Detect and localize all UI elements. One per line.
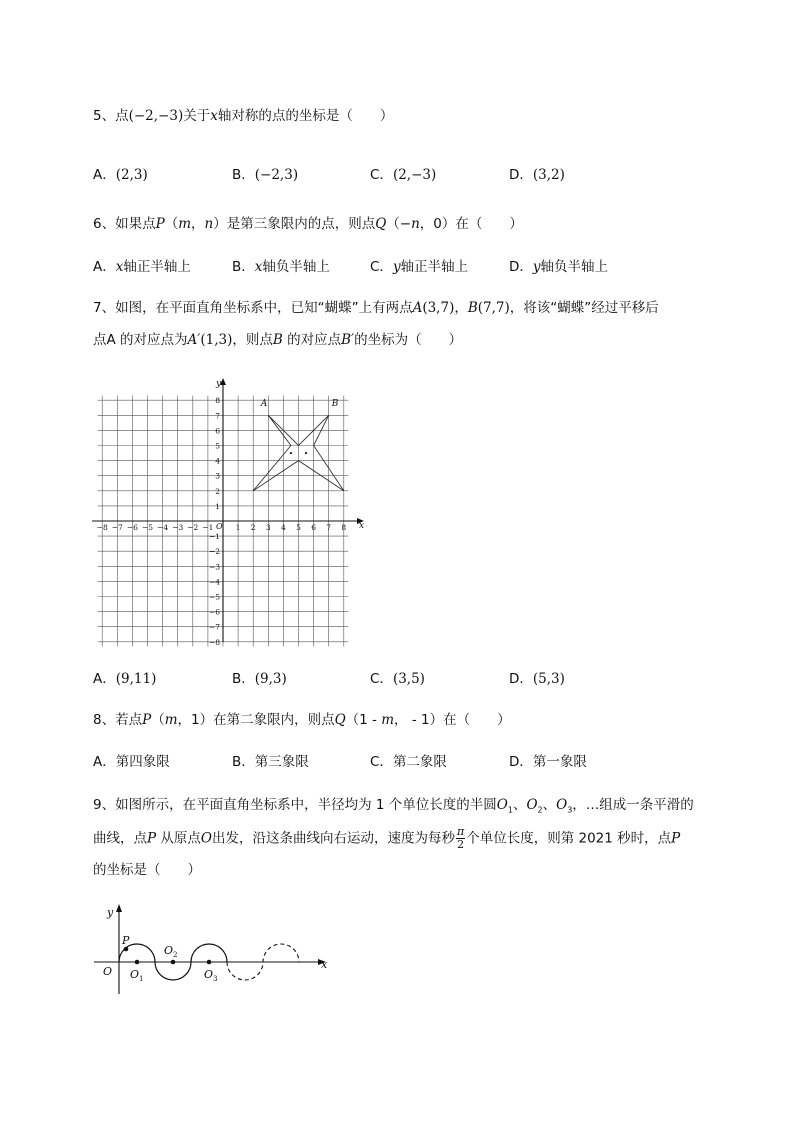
q7-axes [92, 378, 364, 642]
q9-o2-label: $O_2$ [164, 944, 178, 959]
q7-y-tick-label: 7 [215, 411, 220, 421]
pi-over-2-fraction: $\frac{\pi}{2}$ [456, 825, 465, 851]
q5-option-c[interactable]: C．(2,−3) [370, 167, 437, 183]
q7-y-tick-label: 1 [215, 501, 220, 511]
q7-y-tick-label: 8 [215, 396, 220, 406]
q7-x-tick-label: −2 [187, 523, 199, 532]
q7-x-tick-label: −5 [141, 523, 154, 532]
q9-o1-label: $O_1$ [130, 968, 144, 983]
q7-y-tick-label: −5 [208, 592, 220, 602]
q5-option-d[interactable]: D．(3,2) [509, 167, 565, 183]
q8-option-a[interactable]: A．第四象限 [93, 754, 170, 770]
q7-butterfly-dot-left [290, 452, 292, 454]
q7-y-tick-label: 4 [215, 456, 220, 466]
q5-stem: 5、点(−2,−3)关于x轴对称的点的坐标是（ ） [93, 108, 394, 124]
q9-stem-line2: 曲线，点P 从原点O出发，沿这条曲线向右运动，速度为每秒 $\frac{\pi}{2}$ 个单位长度，则第 2021 秒时，点P [93, 825, 681, 851]
q7-y-tick-label: 2 [215, 486, 220, 496]
q7-y-tick-label: −8 [208, 637, 220, 647]
q7-x-tick-label: −4 [157, 523, 169, 532]
q7-x-tick-label: −3 [172, 523, 184, 532]
q7-y-tick-label: −2 [208, 547, 220, 557]
q9-o3-label: $O_3$ [204, 968, 218, 983]
q7-point-a-label: A [260, 399, 268, 410]
q7-stem-line2: 点A 的对应点为A′(1,3)，则点B 的对应点B′的坐标为（ ） [93, 332, 463, 348]
q9-x-label: x [321, 958, 328, 971]
q9-point-o3 [207, 960, 212, 965]
q8-option-c[interactable]: C．第二象限 [370, 754, 447, 770]
q7-y-tick-label: −7 [208, 622, 220, 632]
q5-option-b[interactable]: B．(−2,3) [232, 167, 299, 183]
q7-x-tick-label: 1 [235, 523, 241, 532]
q7-x-label: x [359, 521, 365, 531]
q7-x-tick-label: −1 [202, 523, 214, 532]
q6-option-a[interactable]: A．x轴正半轴上 [93, 259, 191, 275]
q9-point-o2 [171, 960, 176, 965]
q7-y-tick-label: −6 [208, 607, 220, 617]
q8-option-b[interactable]: B．第三象限 [232, 754, 309, 770]
q7-y-tick-label: 6 [215, 426, 220, 436]
q7-origin-label: O [216, 522, 223, 531]
q9-point-p [124, 947, 129, 952]
q7-coordinate-figure [92, 378, 377, 650]
q9-origin-label: O [103, 965, 113, 978]
q9-stem-line1: 9、如图所示，在平面直角坐标系中，半径均为 1 个单位长度的半圆$O_1$、$O_2$、$O_3$，…组成一条平滑的 [93, 797, 694, 815]
q7-x-tick-label: 5 [296, 523, 301, 532]
q7-x-tick-label: 7 [326, 523, 332, 532]
q7-y-tick-label: 3 [215, 471, 220, 481]
q7-point-b-label: B [331, 399, 339, 410]
q9-y-label: y [107, 906, 114, 919]
q6-option-d[interactable]: D．y轴负半轴上 [509, 259, 609, 275]
q9-curve-figure [92, 900, 337, 1000]
q6-option-c[interactable]: C．y轴正半轴上 [370, 259, 469, 275]
q7-butterfly-dot-right [305, 452, 307, 454]
q7-x-tick-label: 4 [281, 523, 286, 532]
q7-y-tick-label: −1 [208, 532, 220, 542]
q7-x-tick-label: 6 [311, 523, 316, 532]
q7-y-tick-label: −4 [208, 577, 220, 587]
q7-y-label: y [216, 379, 222, 389]
q7-stem-line1: 7、如图，在平面直角坐标系中，已知“蝴蝶”上有两点A(3,7)，B(7,7)，将该“蝴蝶”经过平移后 [93, 300, 659, 316]
q7-x-tick-label: 2 [250, 523, 256, 532]
q9-p-label: P [122, 934, 130, 947]
q6-option-b[interactable]: B．x轴负半轴上 [232, 259, 330, 275]
q7-y-tick-label: −3 [208, 562, 220, 572]
q9-stem-line3: 的坐标是（ ） [93, 862, 201, 878]
q8-stem: 8、若点P（m，1）在第二象限内，则点Q（1 - m， - 1）在（ ） [93, 712, 511, 728]
q9-y-arrow [116, 904, 122, 912]
q8-option-d[interactable]: D．第一象限 [509, 754, 587, 770]
q7-option-b[interactable]: B．(9,3) [232, 671, 287, 687]
q7-y-tick-label: 5 [215, 441, 220, 451]
q7-option-d[interactable]: D．(5,3) [509, 671, 565, 687]
q9-point-o1 [135, 960, 140, 965]
q7-x-tick-label: −7 [111, 523, 123, 532]
q7-x-tick-label: −6 [126, 523, 138, 532]
q5-option-a[interactable]: A．(2,3) [93, 167, 148, 183]
q6-stem: 6、如果点P（m，n）是第三象限内的点，则点Q（−n，0）在（ ） [93, 216, 523, 232]
q7-option-c[interactable]: C．(3,5) [370, 671, 425, 687]
q7-x-tick-label: 8 [341, 523, 347, 532]
q7-x-tick-label: −8 [96, 523, 108, 532]
q7-option-a[interactable]: A．(9,11) [93, 671, 157, 687]
q7-x-tick-label: 3 [265, 523, 271, 532]
